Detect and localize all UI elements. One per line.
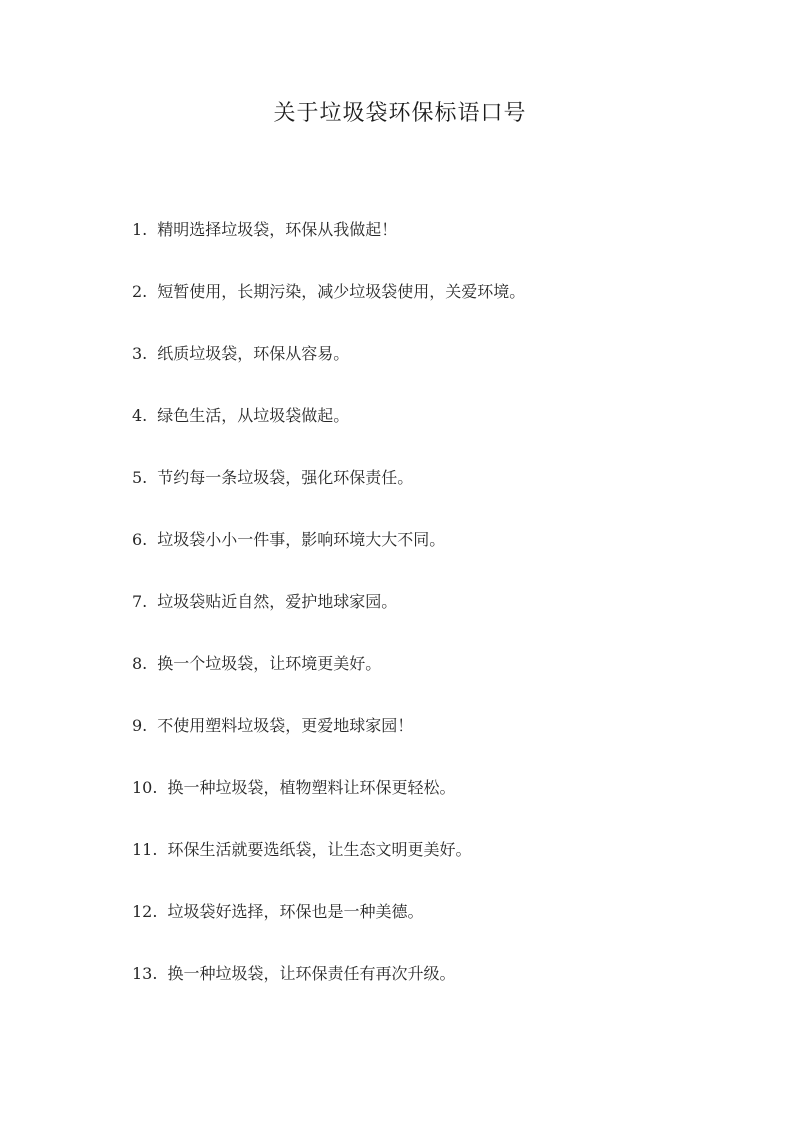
item-number: 5. [132, 468, 148, 487]
item-number: 9. [132, 716, 148, 735]
list-item [132, 460, 752, 522]
item-text: 换一种垃圾袋，让环保责任有再次升级。 [167, 964, 456, 983]
list-item [132, 770, 752, 832]
list-item [132, 522, 752, 584]
item-text: 节约每一条垃圾袋，强化环保责任。 [157, 468, 414, 487]
item-number: 13. [132, 964, 158, 983]
slogan-list [132, 212, 752, 1018]
list-item [132, 212, 752, 274]
item-text: 换一种垃圾袋，植物塑料让环保更轻松。 [167, 778, 456, 797]
item-text: 纸质垃圾袋，环保从容易。 [157, 344, 350, 363]
item-text: 垃圾袋好选择，环保也是一种美德。 [167, 902, 424, 921]
item-number: 8. [132, 654, 148, 673]
item-text: 垃圾袋贴近自然，爱护地球家园。 [157, 592, 398, 611]
item-text: 短暂使用，长期污染，减少垃圾袋使用，关爱环境。 [157, 282, 526, 301]
item-number: 3. [132, 344, 148, 363]
item-text: 环保生活就要选纸袋，让生态文明更美好。 [167, 840, 472, 859]
item-number: 11. [132, 840, 158, 859]
item-text: 垃圾袋小小一件事，影响环境大大不同。 [157, 530, 446, 549]
item-number: 4. [132, 406, 148, 425]
list-item [132, 584, 752, 646]
item-number: 7. [132, 592, 148, 611]
item-text: 不使用塑料垃圾袋，更爱地球家园！ [157, 716, 414, 735]
list-item [132, 708, 752, 770]
document-title: 关于垃圾袋环保标语口号 [273, 101, 527, 126]
item-text: 精明选择垃圾袋，环保从我做起！ [157, 220, 398, 239]
list-item [132, 336, 752, 398]
item-number: 6. [132, 530, 148, 549]
item-number: 12. [132, 902, 158, 921]
list-item [132, 956, 752, 1018]
list-item [132, 894, 752, 956]
item-number: 10. [132, 778, 158, 797]
item-text: 绿色生活，从垃圾袋做起。 [157, 406, 350, 425]
item-number: 1. [132, 220, 148, 239]
list-item [132, 832, 752, 894]
item-text: 换一个垃圾袋，让环境更美好。 [157, 654, 382, 673]
list-item [132, 274, 752, 336]
list-item [132, 398, 752, 460]
item-number: 2. [132, 282, 148, 301]
list-item [132, 646, 752, 708]
